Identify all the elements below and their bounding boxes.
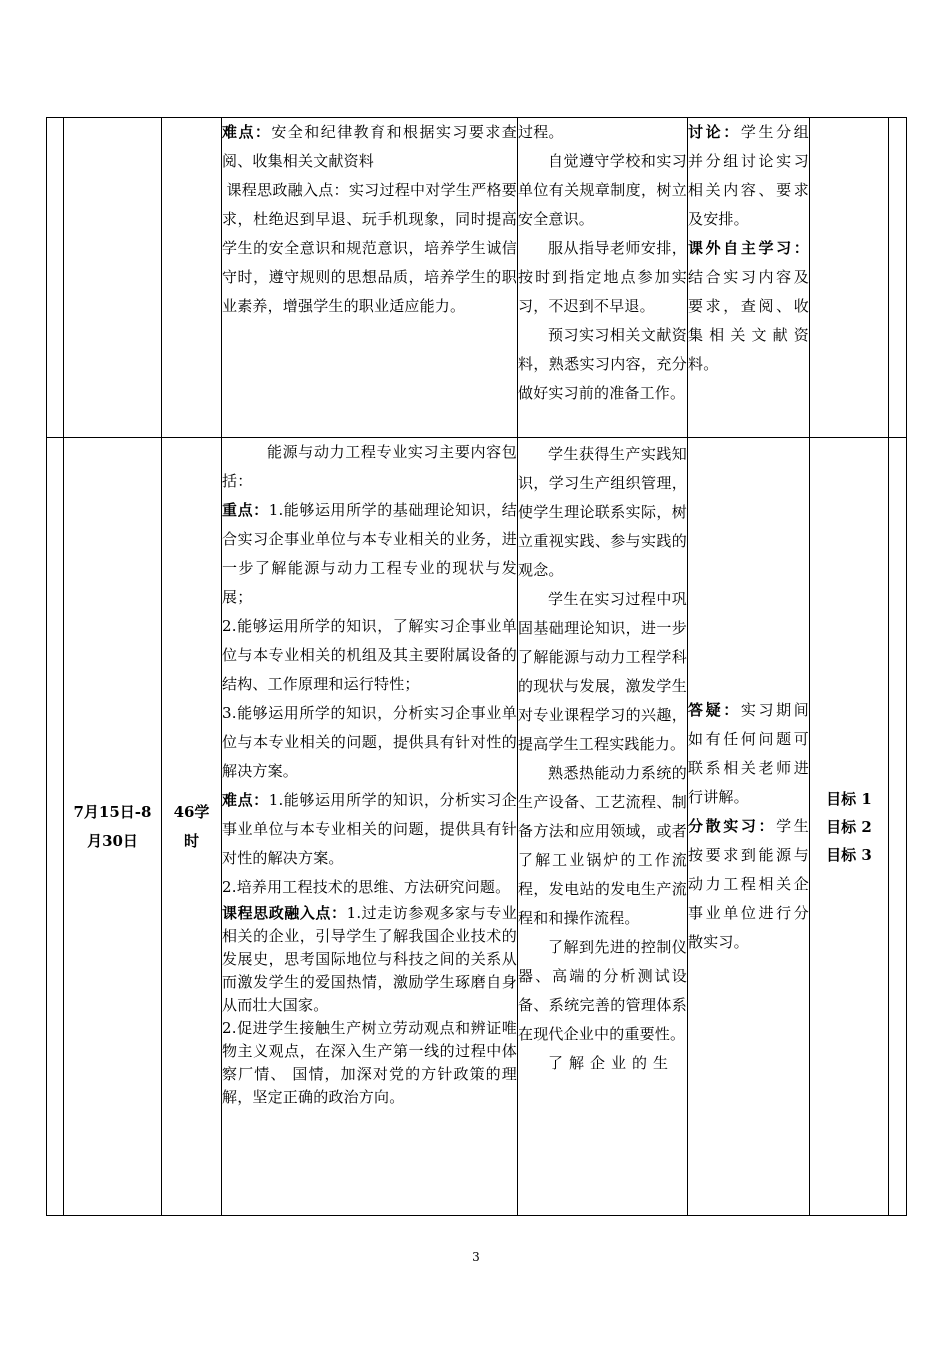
- requirements-cell: [518, 118, 688, 438]
- ideology-item: 1.过走访参观多家与专业相关的企业，引导学生了解我国企业技术的发展史，思考国际地位与科技之间的关系从而激发学生的爱国热情，激励学生琢磨自身从而壮大国家。: [222, 904, 517, 1014]
- hours-cell: [162, 118, 222, 438]
- goal-item: 目标 3: [826, 845, 872, 864]
- requirement-item: 了解企业的生: [548, 1054, 675, 1072]
- requirement-item: 过程。: [518, 123, 564, 141]
- page-number: 3: [472, 1250, 480, 1264]
- requirement-item: 了解到先进的控制仪器、高端的分析测试设备、系统完善的管理体系在现代企业中的重要性。: [518, 938, 687, 1043]
- requirement-item: 自觉遵守学校和实习单位有关规章制度，树立安全意识。: [518, 152, 687, 228]
- requirement-item: 学生获得生产实践知识，学习生产组织管理，使学生理论联系实际，树立重视实践、参与实践的观念。: [518, 445, 687, 579]
- requirement-item: 学生在实习过程中巩固基础理论知识，进一步了解能源与动力工程学科的现状与发展，激发学生对专业课程学习的兴趣，提高学生工程实践能力。: [518, 590, 687, 753]
- qa-label: 答疑：: [688, 701, 741, 719]
- goals-cell: [810, 438, 889, 1216]
- hours-text: 46学时: [173, 802, 210, 850]
- key-points-label: 重点：: [222, 501, 269, 519]
- key-point-item: 1.能够运用所学的基础理论知识，结合实习企事业单位与本专业相关的业务，进一步了解能源与动力工程专业的现状与发展；: [222, 501, 517, 606]
- goal-item: 目标 1: [826, 789, 872, 808]
- internship-label: 分散实习：: [688, 817, 777, 835]
- difficulty-item: 2.培养用工程技术的思维、方法研究问题。: [222, 878, 511, 896]
- key-point-item: 3.能够运用所学的知识，分析实习企事业单位与本专业相关的问题，提供具有针对性的解决方案。: [222, 704, 517, 780]
- date-text: 7月15日-8月30日: [73, 802, 152, 850]
- date-cell: [64, 118, 162, 438]
- ideology-item: 2.促进学生接触生产树立劳动观点和辨证唯物主义观点，在深入生产第一线的过程中体察厂情、 国情，加深对党的方针政策的理解，坚定正确的政治方向。: [222, 1019, 517, 1106]
- ideology-text: 课程思政融入点：实习过程中对学生严格要求，杜绝迟到早退、玩手机现象，同时提高学生的安全意识和规范意识，培养学生诚信守时，遵守规则的思想品质，培养学生的职业素养，增强学生的职业适应能力。: [222, 181, 517, 315]
- date-cell: [64, 438, 162, 1216]
- requirement-item: 服从指导老师安排，按时到指定地点参加实习，不迟到不早退。: [518, 239, 687, 315]
- key-point-item: 2.能够运用所学的知识，了解实习企事业单位与本专业相关的机组及其主要附属设备的结构、工作原理和运行特性；: [222, 617, 517, 693]
- self-study-text: 结合实习内容及要求，查阅、收集相关文献资料。: [688, 268, 809, 373]
- margin-cell-right: [889, 438, 907, 1216]
- method-cell: [688, 118, 810, 438]
- discussion-text: 学生分组并分组讨论实习相关内容、要求及安排。: [688, 123, 809, 228]
- goal-item: 目标 2: [826, 817, 872, 836]
- goals-cell: [810, 118, 889, 438]
- difficulty-item: 1.能够运用所学的知识，分析实习企事业单位与本专业相关的问题，提供具有针对性的解决方案。: [222, 791, 517, 867]
- method-cell: [688, 438, 810, 1216]
- requirements-cell: [518, 438, 688, 1216]
- difficulty-label: 难点：: [222, 791, 269, 809]
- requirement-item: 预习实习相关文献资料，熟悉实习内容，充分做好实习前的准备工作。: [518, 326, 687, 402]
- margin-cell-left: [47, 438, 64, 1216]
- discussion-label: 讨论：: [688, 123, 741, 141]
- content-intro: 能源与动力工程专业实习主要内容包括：: [222, 443, 517, 490]
- margin-cell-left: [47, 118, 64, 438]
- content-cell: [222, 118, 518, 438]
- requirement-item: 熟悉热能动力系统的生产设备、工艺流程、制备方法和应用领域，或者了解工业锅炉的工作流程，发电站的发电生产流程和和操作流程。: [518, 764, 687, 927]
- hours-cell: [162, 438, 222, 1216]
- difficulty-text: 安全和纪律教育和根据实习要求查阅、收集相关文献资料: [222, 123, 517, 170]
- content-cell: [222, 438, 518, 1216]
- margin-cell-right: [889, 118, 907, 438]
- table-row: [47, 118, 907, 438]
- internship-text: 学生按要求到能源与动力工程相关企事业单位进行分散实习。: [688, 817, 809, 951]
- self-study-label: 课外自主学习：: [688, 239, 809, 257]
- difficulty-label: 难点：: [222, 123, 272, 141]
- table-row: [47, 438, 907, 1216]
- ideology-label: 课程思政融入点：: [222, 904, 347, 922]
- qa-text: 实习期间如有任何问题可联系相关老师进行讲解。: [688, 701, 809, 806]
- syllabus-table: [46, 117, 907, 1216]
